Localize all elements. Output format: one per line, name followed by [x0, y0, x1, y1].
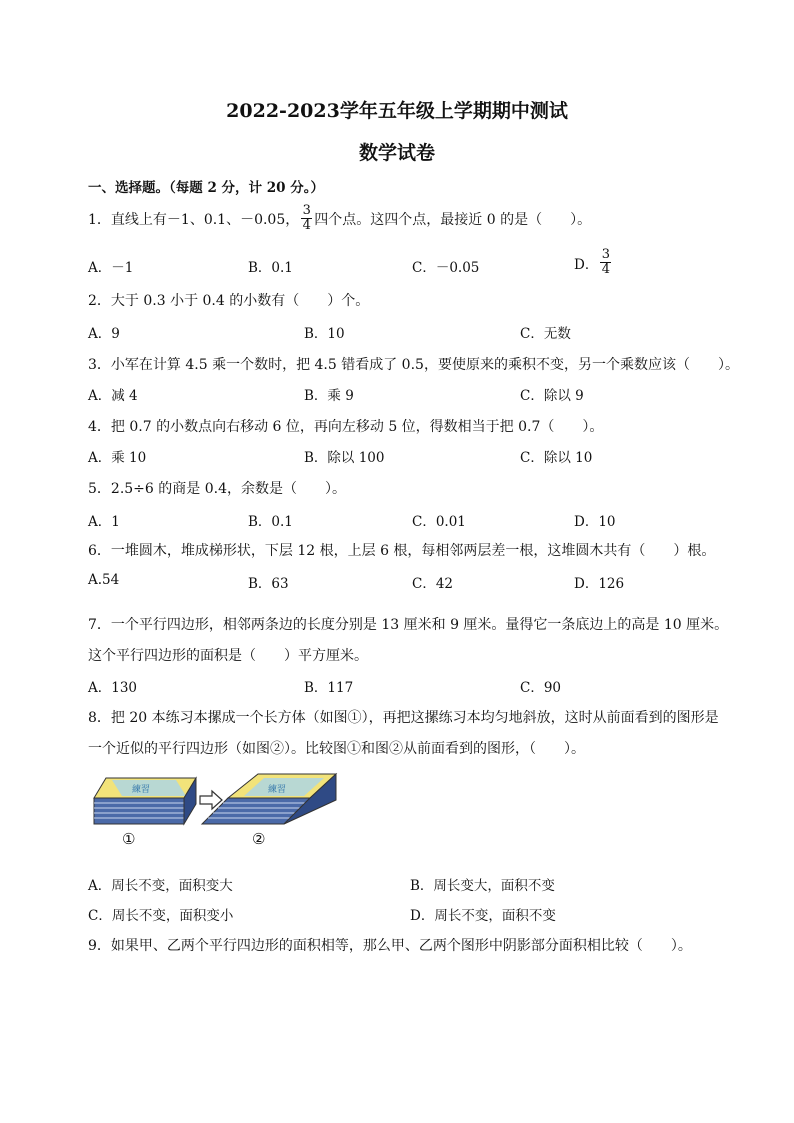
q1-option-d	[574, 248, 613, 277]
q6-option-b: B．63	[248, 576, 289, 592]
q6-option-a: A.54	[88, 572, 120, 588]
q1-frac-den: 4	[302, 218, 311, 233]
q1-option-c: C．－0.05	[412, 260, 480, 276]
question-7-line2: 这个平行四边形的面积是（ ）平方厘米。	[88, 648, 368, 664]
question-2: 2．大于 0.3 小于 0.4 的小数有（ ）个。	[88, 293, 370, 309]
q1-option-a: A．－1	[88, 260, 134, 276]
q4-option-a: A．乘 10	[88, 450, 147, 466]
q3-option-a: A．减 4	[88, 388, 138, 404]
q8-option-b: B．周长变大，面积不变	[410, 878, 555, 894]
exam-subtitle: 数学试卷	[358, 142, 435, 164]
q5-option-a: A．1	[88, 514, 120, 530]
q1-option-d-label: D．	[574, 256, 599, 273]
question-7-line1: 7．一个平行四边形，相邻两条边的长度分别是 13 厘米和 9 厘米。量得它一条底边上的高是 10 厘米。	[88, 617, 729, 633]
q2-option-a: A．9	[88, 326, 120, 342]
question-4: 4．把 0.7 的小数点向右移动 6 位，再向左移动 5 位，得数相当于把 0.7（ ）。	[88, 419, 604, 435]
q1-fraction	[301, 204, 312, 233]
q6-option-c: C．42	[412, 576, 454, 592]
question-8-line1: 8．把 20 本练习本摞成一个长方体（如图①），再把这摞练习本均匀地斜放，这时从前面看到的图形是	[88, 710, 719, 726]
question-8-line2: 一个近似的平行四边形（如图②）。比较图①和图②从前面看到的图形，（ ）。	[88, 741, 585, 757]
q3-option-b: B．乘 9	[304, 388, 354, 404]
q6-option-d: D．126	[574, 576, 625, 592]
svg-text:練習: 練習	[132, 785, 151, 795]
question-5: 5．2.5÷6 的商是 0.4，余数是（ ）。	[88, 481, 346, 497]
q1-text-pre: 1．直线上有－1、0.1、－0.05，	[88, 211, 300, 228]
q1-option-d-fraction	[600, 248, 611, 277]
q4-option-b: B．除以 100	[304, 450, 385, 466]
figure-1-label: ①	[122, 830, 136, 848]
question-9: 9．如果甲、乙两个平行四边形的面积相等，那么甲、乙两个图形中阴影部分面积相比较（ ）。	[88, 938, 692, 954]
q7-option-b: B．117	[304, 680, 354, 696]
q1-d-frac-num: 3	[601, 247, 610, 262]
q7-option-c: C．90	[520, 680, 562, 696]
svg-text:練習: 練習	[268, 785, 287, 795]
q8-option-a: A．周长不变，面积变大	[88, 878, 233, 894]
q2-option-b: B．10	[304, 326, 345, 342]
question-3: 3．小军在计算 4.5 乘一个数时，把 4.5 错看成了 0.5，要使原来的乘积不变，另一个乘数应该（ ）。	[88, 357, 739, 373]
q5-option-b: B．0.1	[248, 514, 293, 530]
notebook-stack-figure	[88, 770, 348, 850]
q5-option-c: C．0.01	[412, 514, 466, 530]
q3-option-c: C．除以 9	[520, 388, 584, 404]
q1-option-b: B．0.1	[248, 260, 293, 276]
q1-text-post: 四个点。这四个点，最接近 0 的是（ ）。	[314, 211, 592, 228]
question-6: 6．一堆圆木，堆成梯形状，下层 12 根，上层 6 根，每相邻两层差一根，这堆圆木共有（ ）根。	[88, 543, 716, 559]
q7-option-a: A．130	[88, 680, 138, 696]
section-heading: 一、选择题。（每题 2 分，计 20 分。）	[88, 180, 324, 196]
q1-d-frac-den: 4	[601, 262, 610, 277]
arrow-right-icon	[200, 791, 222, 809]
q8-option-c: C．周长不变，面积变小	[88, 908, 234, 924]
question-1	[88, 204, 591, 233]
q8-option-d: D．周长不变，面积不变	[410, 908, 556, 924]
q2-option-c: C．无数	[520, 326, 571, 342]
q5-option-d: D．10	[574, 514, 616, 530]
q1-frac-num: 3	[302, 203, 311, 218]
q4-option-c: C．除以 10	[520, 450, 593, 466]
figure-1-stack	[94, 778, 196, 824]
figure-2-label: ②	[252, 830, 266, 848]
figure-2-slanted-stack	[202, 774, 336, 824]
exam-title: 2022-2023学年五年级上学期期中测试	[226, 100, 568, 122]
